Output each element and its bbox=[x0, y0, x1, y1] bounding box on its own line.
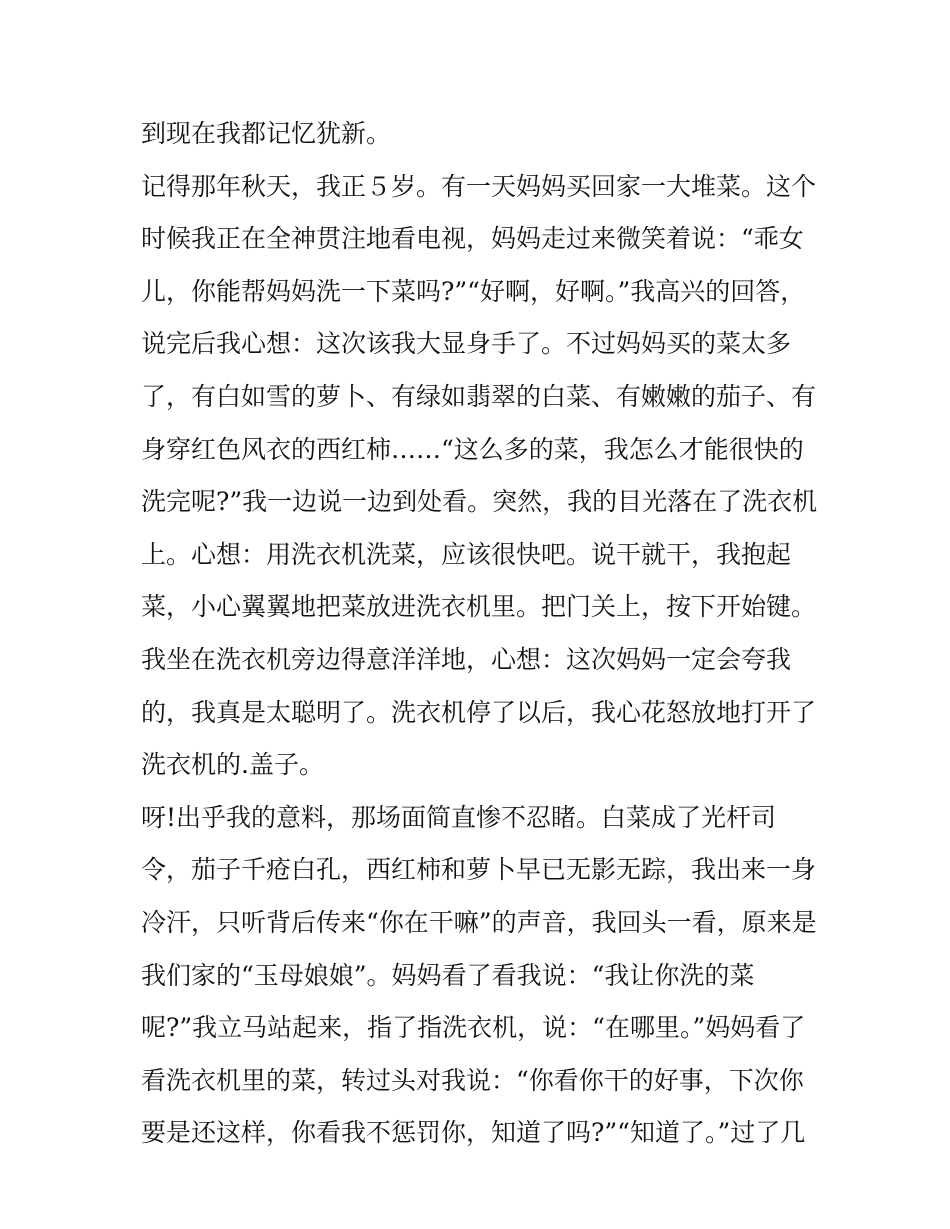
text-line: 身穿红色风衣的西红柿……“这么多的菜，我怎么才能很快的 bbox=[141, 434, 804, 464]
text-line: 上。心想：用洗衣机洗菜，应该很快吧。说干就干，我抱起 bbox=[141, 539, 792, 569]
text-line: 冷汗，只听背后传来“你在干嘛”的声音，我回头一看，原来是 bbox=[141, 907, 817, 937]
text-line: 说完后我心想：这次该我大显身手了。不过妈妈买的菜太多 bbox=[141, 329, 792, 359]
text-line: 我们家的“玉母娘娘”。妈妈看了看我说：“我让你洗的菜 bbox=[141, 960, 755, 990]
text-line: 呀!出乎我的意料，那场面简直惨不忍睹。白菜成了光杆司 bbox=[141, 802, 777, 832]
text-line: 记得那年秋天，我正５岁。有一天妈妈买回家一大堆菜。这个 bbox=[141, 171, 817, 201]
text-line: 菜，小心翼翼地把菜放进洗衣机里。把门关上，按下开始键。 bbox=[141, 592, 817, 622]
text-line: 我坐在洗衣机旁边得意洋洋地，心想：这次妈妈一定会夸我 bbox=[141, 644, 792, 674]
text-line: 令，茄子千疮白孔，西红柿和萝卜早已无影无踪，我出来一身 bbox=[141, 855, 817, 885]
text-line: 儿，你能帮妈妈洗一下菜吗?”“好啊，好啊。”我高兴的回答， bbox=[141, 276, 806, 306]
text-line: 看洗衣机里的菜，转过头对我说：“你看你干的好事，下次你 bbox=[141, 1065, 804, 1095]
text-line: 了，有白如雪的萝卜、有绿如翡翠的白菜、有嫩嫩的茄子、有 bbox=[141, 381, 817, 411]
text-line: 到现在我都记忆犹新。 bbox=[141, 119, 392, 148]
text-line: 要是还这样，你看我不惩罚你，知道了吗?”“知道了。”过了几 bbox=[141, 1118, 806, 1148]
text-line: 呢?”我立马站起来，指了指洗衣机，说：“在哪里。”妈妈看了 bbox=[141, 1013, 806, 1043]
essay-body bbox=[141, 108, 821, 1160]
text-line: 时候我正在全神贯注地看电视，妈妈走过来微笑着说：“乖女 bbox=[141, 224, 804, 254]
text-line: 洗完呢?”我一边说一边到处看。突然，我的目光落在了洗衣机 bbox=[141, 487, 818, 517]
text-line: 的，我真是太聪明了。洗衣机停了以后，我心花怒放地打开了 bbox=[141, 697, 817, 727]
text-line: 洗衣机的.盖子。 bbox=[141, 750, 324, 780]
